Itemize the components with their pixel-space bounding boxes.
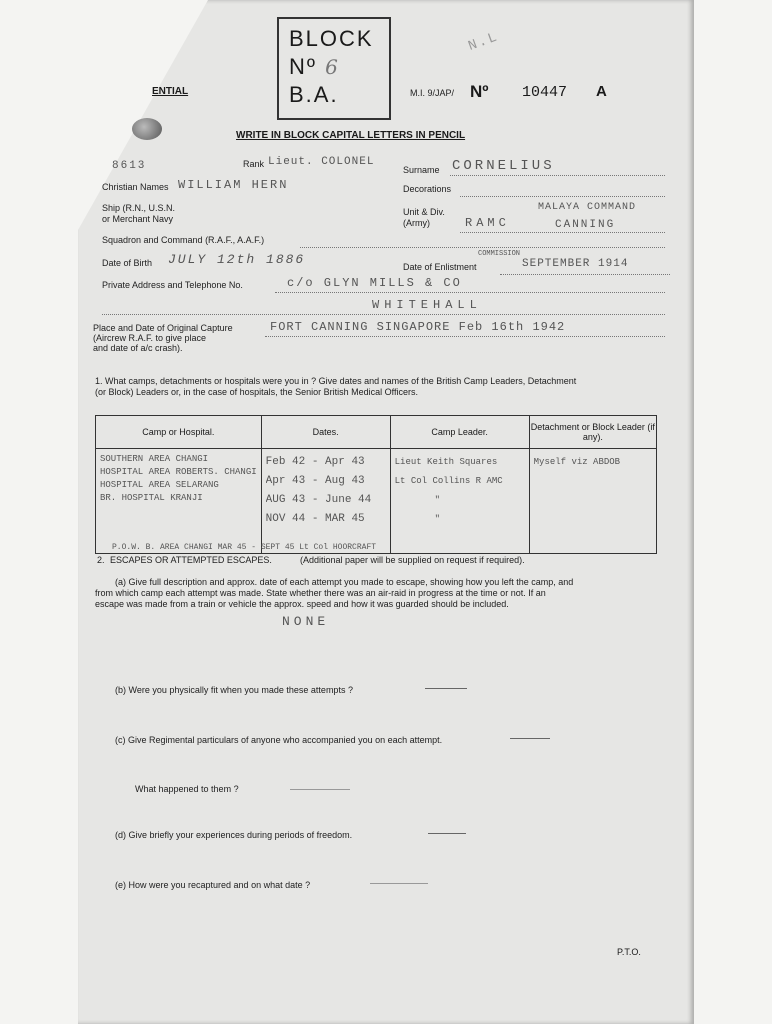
q2-c-dash (510, 738, 550, 739)
table-row (96, 449, 657, 554)
table-overflow-entry: P.O.W. B. AREA CHANGI MAR 45 - SEPT 45 Lt Col HOORCRAFT (112, 543, 377, 552)
leader-entry: Lieut Keith Squares (394, 457, 498, 467)
leader-entry: " (434, 514, 441, 524)
date-entry: Feb 42 - Apr 43 (265, 456, 365, 468)
camp-entry: BR. HOSPITAL KRANJI (100, 493, 203, 503)
stamp-block-number: 6 (325, 55, 340, 79)
q2-e-dash (370, 883, 428, 884)
stamp-line-3: B.A. (289, 82, 339, 107)
please-turn-over: P.T.O. (617, 947, 641, 957)
q2-e: (e) How were you recaptured and on what date ? (115, 880, 311, 890)
enlistment-note: COMMISSION (478, 250, 521, 258)
mi-reference: M.I. 9/JAP/ (410, 88, 455, 98)
paper-clip-icon (132, 118, 162, 140)
address-line-2 (102, 314, 665, 315)
camp-cell (96, 449, 262, 554)
camp-entry: HOSPITAL AREA SELARANG (100, 480, 219, 490)
number-label: Nº (470, 82, 489, 101)
unit-value-location: CANNING (555, 219, 616, 231)
q2-d: (d) Give briefly your experiences during periods of freedom. (115, 830, 353, 840)
surname-line (450, 175, 665, 176)
unit-label: Unit & Div. (403, 207, 445, 217)
stamp-no: Nº (289, 54, 317, 79)
dob-value: JULY 12th 1886 (168, 252, 306, 267)
leader-entry: " (434, 495, 441, 505)
q2-heading: ESCAPES OR ATTEMPTED ESCAPES. (110, 555, 272, 565)
camp-entry: HOSPITAL AREA ROBERTS. CHANGI (100, 467, 257, 477)
block-stamp (277, 17, 391, 120)
date-entry: NOV 44 - MAR 45 (265, 513, 365, 525)
dob-label: Date of Birth (102, 258, 153, 268)
address-value-2: WHITEHALL (372, 298, 482, 312)
rank-label: Rank (243, 159, 265, 169)
q1-text-2: (or Block) Leaders or, in the case of hospitals, the Senior British Medical Officers. (95, 387, 418, 397)
capture-label: Place and Date of Original Capture (93, 323, 233, 333)
q2-number: 2. (97, 555, 105, 565)
col-leader-header: Camp Leader. (390, 416, 529, 449)
surname-value: CORNELIUS (452, 158, 555, 174)
enlistment-value: SEPTEMBER 1914 (522, 258, 629, 270)
squadron-label: Squadron and Command (R.A.F., A.A.F.) (102, 235, 265, 245)
q2-b: (b) Were you physically fit when you made these attempts ? (115, 685, 353, 695)
dates-cell (261, 449, 390, 554)
address-label: Private Address and Telephone No. (102, 280, 243, 290)
instruction-heading: WRITE IN BLOCK CAPITAL LETTERS IN PENCIL (236, 130, 466, 141)
q2-a (95, 577, 663, 610)
confidential-label: ENTIAL (152, 86, 189, 97)
capture-label-2: (Aircrew R.A.F. to give place (93, 333, 207, 343)
q1-number: 1. (95, 376, 103, 386)
stamp-line-1: BLOCK (289, 26, 374, 51)
q2-c-followup: What happened to them ? (135, 784, 239, 794)
capture-label-3: and date of a/c crash). (93, 343, 183, 353)
col-camp-header: Camp or Hospital. (96, 416, 262, 449)
q2-c2-dash (290, 789, 350, 790)
service-number: 8613 (112, 160, 147, 172)
col-detachment-header: Detachment or Block Leader (if any). (529, 416, 656, 449)
unit-value-corps: RAMC (465, 216, 510, 230)
question-1 (95, 376, 663, 398)
date-entry: Apr 43 - Aug 43 (265, 475, 365, 487)
christian-names-value: WILLIAM HERN (178, 178, 289, 192)
surname-label: Surname (403, 165, 440, 175)
leader-cell (390, 449, 529, 554)
unit-label-2: (Army) (403, 218, 430, 228)
q2-a-line-3: escape was made from a train or vehicle the approx. speed and how it was guarded should be included. (95, 599, 509, 609)
address-line-1 (275, 292, 665, 293)
folded-corner (78, 0, 208, 230)
serial-number: 10447 (522, 84, 568, 101)
detachment-cell (529, 449, 656, 554)
address-value-1: c/o GLYN MILLS & CO (287, 276, 462, 290)
detachment-entry: Myself viz ABDOB (533, 457, 621, 467)
q2-a-line-2: from which camp each attempt was made. State whether there was an air-raid in progress at the time or not. If an (95, 588, 546, 598)
q2-a-line-1: (a) Give full description and approx. date of each attempt you made to escape, showing how you left the camp, and (115, 577, 574, 587)
corner-annotation: N.L (466, 29, 502, 55)
capture-line (265, 336, 665, 337)
unit-line (460, 232, 665, 233)
camps-table (95, 415, 657, 554)
date-entry: AUG 43 - June 44 (265, 494, 372, 506)
q1-text-1: What camps, detachments or hospitals were you in ? Give dates and names of the British Camp Leaders, Detachment (105, 376, 577, 386)
camp-entry: SOUTHERN AREA CHANGI (100, 454, 209, 464)
stamp-line-2 (289, 53, 379, 81)
escape-answer: NONE (282, 614, 330, 629)
leader-entry: Lt Col Collins R AMC (394, 476, 503, 486)
ship-label-2: or Merchant Navy (102, 214, 174, 224)
decorations-label: Decorations (403, 184, 452, 194)
q2-b-dash (425, 688, 467, 689)
enlistment-label: Date of Enlistment (403, 262, 477, 272)
q2-d-dash (428, 833, 466, 834)
q2-c: (c) Give Regimental particulars of anyone who accompanied you on each attempt. (115, 735, 443, 745)
unit-value-command: MALAYA COMMAND (538, 202, 637, 213)
rank-value: Lieut. COLONEL (268, 156, 375, 168)
decorations-line (460, 196, 665, 197)
col-dates-header: Dates. (261, 416, 390, 449)
capture-value: FORT CANNING SINGAPORE Feb 16th 1942 (270, 320, 566, 334)
serial-suffix: A (596, 83, 607, 100)
ship-label: Ship (R.N., U.S.N. (102, 203, 176, 213)
christian-names-label: Christian Names (102, 182, 169, 192)
enlistment-line (500, 274, 670, 275)
squadron-line (300, 247, 665, 248)
q2-note: (Additional paper will be supplied on request if required). (300, 555, 525, 565)
